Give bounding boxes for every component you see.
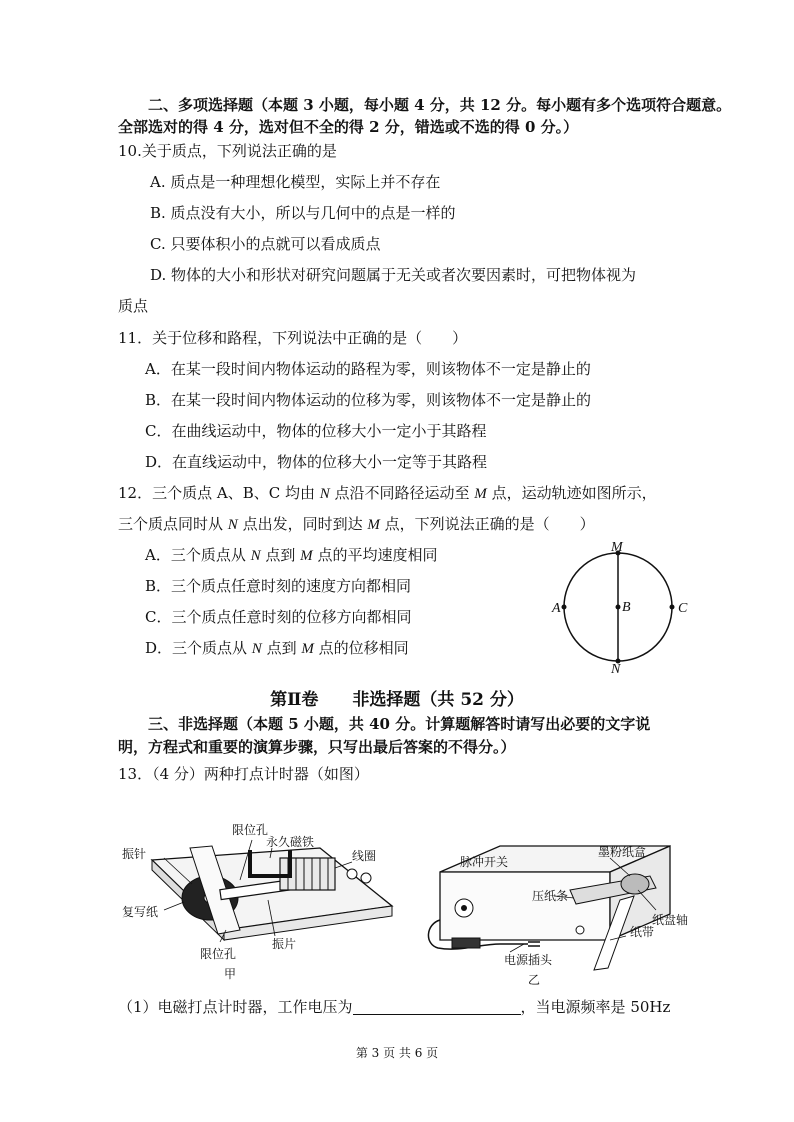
q12-stem-l1-b: 点沿不同路径运动至 bbox=[329, 484, 475, 502]
q12-var-m: M bbox=[301, 641, 314, 657]
q12-opt-d-text3: 点的位移相同 bbox=[313, 639, 409, 657]
q12-opt-a-text1: A．三个质点从 bbox=[145, 546, 251, 564]
q13-sub1-text-b: ，当电源频率是 50Hz bbox=[520, 998, 671, 1016]
q12-opt-a-text3: 点的平均速度相同 bbox=[312, 546, 438, 564]
q12-stem-line1 bbox=[118, 483, 657, 504]
label-yongjiucitie: 永久磁铁 bbox=[266, 835, 315, 849]
spark-timer-figure bbox=[420, 840, 700, 990]
part2-header-line2: 明，方程式和重要的演算步骤，只写出最后答案的不得分。） bbox=[118, 738, 516, 756]
label-mofenzhihe: 墨粉纸盒 bbox=[598, 845, 647, 859]
q11-stem: 11．关于位移和路程，下列说法中正确的是（ ） bbox=[118, 329, 468, 347]
q12-opt-d-text1: D．三个质点从 bbox=[145, 639, 252, 657]
q12-stem-l1-c: 点，运动轨迹如图所示， bbox=[486, 484, 657, 502]
label-fuxiezhi: 复写纸 bbox=[122, 905, 159, 919]
point-c bbox=[670, 605, 675, 610]
q12-option-c: C．三个质点任意时刻的位移方向都相同 bbox=[145, 608, 412, 626]
label-yazhitiao: 压纸条 bbox=[532, 889, 569, 903]
q10-stem: 10.关于质点，下列说法正确的是 bbox=[118, 142, 337, 160]
figure-caption-yi: 乙 bbox=[528, 973, 541, 987]
q12-var-n: N bbox=[250, 548, 261, 564]
q13-stem: 13．（4 分）两种打点计时器（如图） bbox=[118, 765, 369, 783]
label-dianyuanchatou: 电源插头 bbox=[504, 953, 553, 967]
electromagnetic-timer-figure bbox=[120, 818, 410, 983]
q12-var-n: N bbox=[251, 641, 262, 657]
q12-var-m: M bbox=[300, 548, 313, 564]
q13-sub1 bbox=[118, 997, 670, 1017]
q12-option-a bbox=[145, 545, 437, 566]
section2-header-line1: 二、多项选择题（本题 3 小题，每小题 4 分，共 12 分。每小题有多个选项符合题意。 bbox=[148, 96, 732, 114]
q12-circle-diagram bbox=[548, 540, 698, 675]
point-b bbox=[616, 605, 621, 610]
q13-sub1-text-a: （1）电磁打点计时器，工作电压为 bbox=[118, 998, 353, 1016]
label-xianquan: 线圈 bbox=[352, 849, 377, 863]
q10-option-d-cont: 质点 bbox=[118, 297, 149, 315]
q11-option-d: D．在直线运动中，物体的位移大小一定等于其路程 bbox=[145, 453, 488, 471]
part2-header-line1: 三、非选择题（本题 5 小题，共 40 分。计算题解答时请写出必要的文字说 bbox=[148, 715, 651, 733]
q12-stem-l2-b: 点出发，同时到达 bbox=[237, 515, 368, 533]
label-xianweikong-top: 限位孔 bbox=[232, 823, 269, 837]
q12-stem-l2-a: 三个质点同时从 bbox=[118, 515, 228, 533]
page-footer: 第 3 页 共 6 页 bbox=[355, 1046, 439, 1060]
q11-option-b: B．在某一段时间内物体运动的位移为零，则该物体不一定是静止的 bbox=[145, 391, 592, 409]
point-a bbox=[562, 605, 567, 610]
q12-opt-a-text2: 点到 bbox=[260, 546, 301, 564]
q11-option-c: C．在曲线运动中，物体的位移大小一定小于其路程 bbox=[145, 422, 487, 440]
q12-stem-l2-c: 点，下列说法正确的是（ ） bbox=[379, 515, 595, 533]
label-a: A bbox=[552, 601, 561, 616]
q10-option-d: D. 物体的大小和形状对研究问题属于无关或者次要因素时，可把物体视为 bbox=[150, 266, 637, 284]
part2-title: 第Ⅱ卷 非选择题（共 52 分） bbox=[270, 690, 524, 710]
q13-answer-blank[interactable] bbox=[353, 998, 521, 1015]
label-zhenzhen: 振针 bbox=[122, 847, 147, 861]
q12-stem-l1-a: 12．三个质点 A、B、C 均由 bbox=[118, 484, 320, 502]
label-maichongkaiguan: 脉冲开关 bbox=[460, 855, 509, 869]
label-c: C bbox=[678, 601, 688, 616]
q12-var-n: N bbox=[319, 486, 330, 502]
label-zhidai: 纸带 bbox=[630, 925, 655, 939]
q12-var-n: N bbox=[227, 517, 238, 533]
q12-option-b: B．三个质点任意时刻的速度方向都相同 bbox=[145, 577, 412, 595]
q12-stem-line2 bbox=[118, 514, 595, 535]
label-n: N bbox=[611, 662, 621, 675]
q11-option-a: A．在某一段时间内物体运动的路程为零，则该物体不一定是静止的 bbox=[145, 360, 591, 378]
q10-option-a: A. 质点是一种理想化模型，实际上并不存在 bbox=[150, 173, 441, 191]
figure-caption-jia: 甲 bbox=[224, 967, 237, 981]
label-xianweikong-bottom: 限位孔 bbox=[200, 947, 237, 961]
q12-var-m: M bbox=[367, 517, 380, 533]
label-b: B bbox=[622, 600, 631, 615]
q10-option-c: C. 只要体积小的点就可以看成质点 bbox=[150, 235, 381, 253]
label-zhipanzhou: 纸盘轴 bbox=[652, 913, 689, 927]
section2-header-line2: 全部选对的得 4 分，选对但不全的得 2 分，错选或不选的得 0 分。） bbox=[118, 118, 579, 136]
q12-opt-d-text2: 点到 bbox=[261, 639, 302, 657]
q12-var-m: M bbox=[474, 486, 487, 502]
q10-option-b: B. 质点没有大小，所以与几何中的点是一样的 bbox=[150, 204, 456, 222]
q12-option-d bbox=[145, 638, 409, 659]
label-zhenpian: 振片 bbox=[272, 937, 297, 951]
label-m: M bbox=[611, 540, 623, 555]
